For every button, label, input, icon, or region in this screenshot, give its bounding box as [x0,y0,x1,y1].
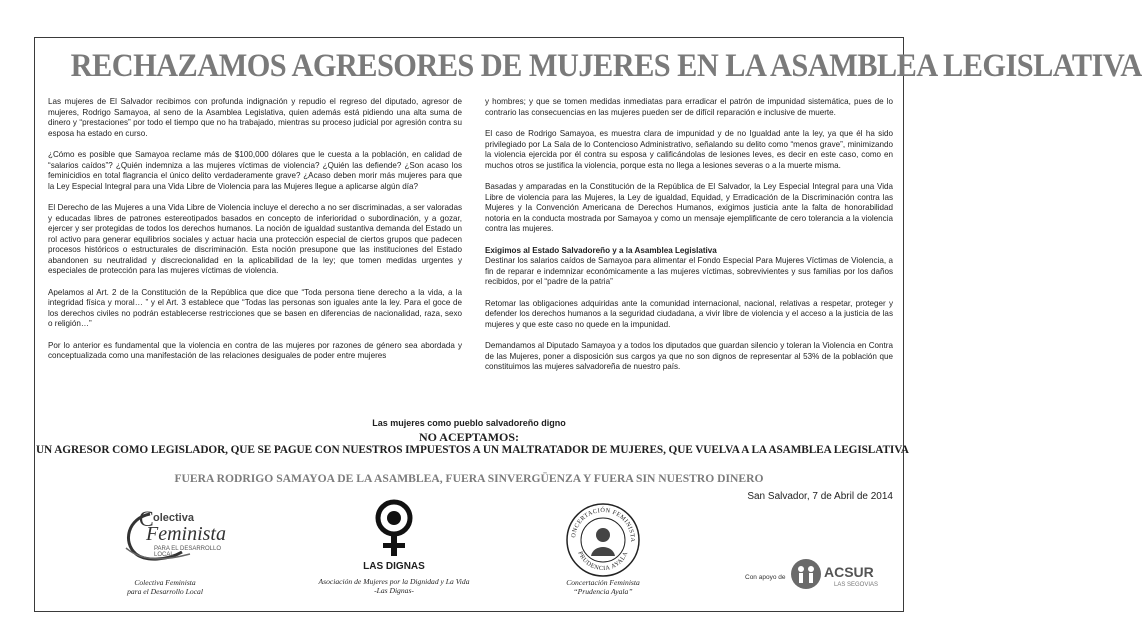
caption-line: “Prudencia Ayala” [573,587,633,596]
right-column [485,97,893,373]
left-column [48,97,462,362]
closing-no-aceptamos: NO ACEPTAMOS: [418,430,520,444]
seal-ring-bottom: PRUDENCIA AYALA [576,550,630,573]
seal-ring-top: ONCERTACIÓN FEMINISTA [570,506,637,543]
acsur-sub: LAS SEGOVIAS [834,582,879,588]
concertacion-caption [548,578,658,596]
paragraph: Destinar los salarios caídos de Samayoa para alimentar el Fondo Especial Para Mujeres Víctimas de Violencia, a fin de reparar e indemnizar económicamente a las mujeres víctimas, sobrevivientes y sus familias por los daños recibidos, por el “padre de la patria” [485,256,893,286]
paragraph: Demandamos al Diputado Samayoa y a todos los diputados que guardan silencio y toleran la Violencia en Contra de las Mujeres, poner a disposición sus cargos ya que no son dignos de representar al 53% de la población que constituimos las mujeres salvadoreña de nuestro país. [485,341,893,371]
acsur-name: ACSUR [824,564,874,580]
paragraph: Las mujeres de El Salvador recibimos con profunda indignación y repudio el regreso del diputado, agresor de mujeres, Rodrigo Samayoa, al seno de la Asamblea Legislativa, quien además está pidiendo una alta suma de dinero y “prestaciones” por todo el tiempo que no ha trabajado, mientras su proceso judicial por agresión contra su esposa ha estado en curso. [48,97,462,138]
colectiva-logo-word: olectiva [153,512,194,524]
paragraph: y hombres; y que se tomen medidas inmediatas para erradicar el patrón de impunidad sistemática, pues de lo contrario las consecuencias en las mujeres pueden ser de difícil reparación e inclusive de muerte. [485,97,893,117]
headline: RECHAZAMOS AGRESORES DE MUJERES EN LA ASAMBLEA LEGISLATIVA [70,48,1142,84]
caption-line: Concertación Feminista [566,578,640,587]
colectiva-caption [100,578,230,596]
caption-line: Colectiva Feminista [134,578,196,587]
paragraph: Basadas y amparadas en la Constitución de la República de El Salvador, la Ley Especial Integral para una Vida Libre de violencia para las Mujeres, la Ley de igualdad, Equidad, y Erradicación de la Discriminación contra las Mujeres y la Convención Americana de Derechos Humanos, exigimos justicia ante la falta de honorabilidad notoria en la conducta mostrada por Samayoa y como un mensaje ejemplificante de cero tolerancia a la violencia contra las mujeres. [485,182,893,233]
las-dignas-name: LAS DIGNAS [363,561,425,572]
paragraph: Apelamos al Art. 2 de la Constitución de la República que dice que “Toda persona tiene derecho a la vida, a la integridad física y moral… ” y el Art. 3 establece que “Todas las personas son iguales ante la ley. Para el goce de los derechos civiles no podrán establecerse restricciones que se basen en diferencias de nacionalidad, raza, sexo o religión…” [48,287,462,328]
feminista-logo-word: Feminista [146,523,226,545]
acsur-icon [790,558,822,590]
paragraph: Retomar las obligaciones adquiridas ante la comunidad internacional, nacional, relativas a respetar, proteger y defender los derechos humanos a la seguridad ciudadana, a vivir libre de violencia y el acceso a la justicia de las mujeres y que este caso no quede en la impunidad. [485,298,893,329]
closing-agresor: UN AGRESOR COMO LEGISLADOR, QUE SE PAGUE CON NUESTROS IMPUESTOS A UN MALTRATADOR DE MUJERES, QUE VUELVA A LA ASAMBLEA LEGISLATIVA [36,444,909,456]
paragraph: El Derecho de las Mujeres a una Vida Libre de Violencia incluye el derecho a no ser discriminadas, a ser valoradas y educadas libres de patrones estereotipados basados en concepto de inferioridad o subordinación, y a gozar, ejercer y ser protegidas de todos los derechos humanos. La noción de igualdad sustantiva demanda del Estado un rol activo para generar equilibrios sociales y actuar hacia una protección especial de ciertos grupos que padecen procesos históricos o estructurales de discriminación. Esta noción presupone que las instituciones del Estado abandonen su neutralidad y discrecionalidad en la aplicabilidad de la ley; que tomen medidas urgentes y especiales de protección para las mujeres víctimas de violencia. [48,203,462,275]
closing-pueblo: Las mujeres como pueblo salvadoreño digno [372,418,566,428]
paragraph: Por lo anterior es fundamental que la violencia en contra de las mujeres por razones de género sea abordada y conceptualizada como una manifestación de las relaciones desiguales de poder entre mujeres [48,340,462,360]
venus-symbol-icon [364,496,424,558]
paragraph: El caso de Rodrigo Samayoa, es muestra clara de impunidad y de no Igualdad ante la ley, ya que él ha sido privilegiado por La Sala de lo Contencioso Administrativo, señalando su delito como “menos grave”, minimizando la violencia ejercida por él contra su esposa y calificándolas de lesiones leves, es decir en este caso, como en muchos otros se justifica la violencia, porque esta no llega a lesiones severas o a la muerte misma. [485,129,893,170]
concertacion-seal [565,502,641,578]
paragraph: ¿Cómo es posible que Samayoa reclame más de $100,000 dólares que le cuesta a la población, en calidad de “salarios caídos”? ¿Quién indemniza a las mujeres víctimas de violencia? ¿Quién las defiende? ¿Son acaso los feminicidios en total flagrancia el único delito verdaderamente grave? ¿Acaso deben morir más mujeres para que la Ley Especial Integral para una Vida Libre de Violencia para las Mujeres llegue a aplicarse algún día? [48,150,462,191]
caption-line: Asociación de Mujeres por la Dignidad y La Vida [318,577,470,586]
demands-section [485,246,893,288]
date-line: San Salvador, 7 de Abril de 2014 [747,491,893,502]
colectiva-logo-c: C [139,506,154,531]
colectiva-logo-small: PARA EL DESARROLLO LOCAL [154,546,222,558]
caption-line: -Las Dignas- [374,586,414,595]
colectiva-feminista-logo [120,508,230,568]
closing-fuera: FUERA RODRIGO SAMAYOA DE LA ASAMBLEA, FUERA SINVERGÜENZA Y FUERA SIN NUESTRO DINERO [174,472,764,485]
caption-line: para el Desarrollo Local [127,587,203,596]
apoyo-label: Con apoyo de [745,574,786,581]
las-dignas-caption [286,577,502,595]
demands-heading: Exigimos al Estado Salvadoreño y a la Asamblea Legislativa [485,245,717,255]
